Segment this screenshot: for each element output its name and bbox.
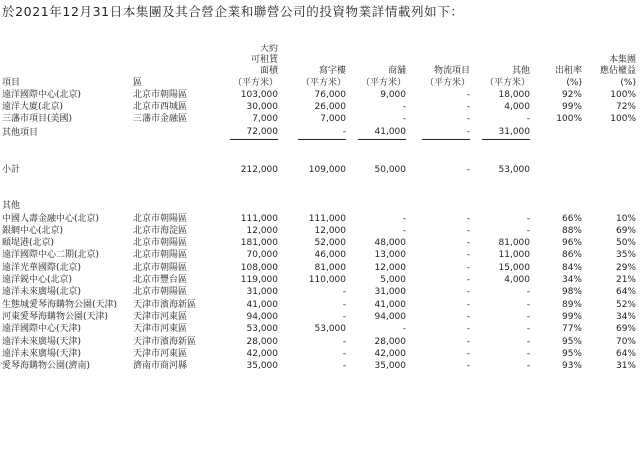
cell-gfa: 30,000 [246, 102, 278, 113]
header-other-unit: （平方米） [484, 77, 530, 88]
table-row [2, 262, 639, 274]
cell-district: 天津市河東區 [133, 324, 188, 335]
cell-interest: 69% [615, 324, 636, 335]
cell-other: - [526, 287, 530, 298]
header-retail-label: 商舗 [387, 66, 406, 77]
cell-name: 遠洋國際中心二期(北京) [2, 250, 100, 261]
header-row [2, 44, 639, 89]
subtotal-gfa: 212,000 [240, 165, 278, 175]
cell-office: 46,000 [314, 250, 346, 261]
cell-gfa: 108,000 [240, 262, 278, 273]
cell-gfa: 31,000 [246, 287, 278, 298]
cell-occ: 99% [561, 102, 582, 113]
header-gfa [211, 44, 281, 89]
cell-retail: 94,000 [374, 311, 406, 322]
cell-office: - [342, 287, 346, 298]
cell-occ: 86% [561, 250, 582, 261]
header-interest-line1: 本集團 [608, 55, 636, 66]
cell-retail: 48,000 [374, 238, 406, 249]
cell-retail: - [402, 102, 406, 113]
header-gfa-line3: 面積 [259, 66, 278, 77]
cell-office: 81,000 [314, 262, 346, 273]
cell-logistics: - [466, 102, 470, 113]
cell-gfa: 70,000 [246, 250, 278, 261]
subtotal-label: 小計 [2, 165, 21, 175]
header-occupancy-unit: (%) [566, 77, 582, 88]
cell-district: 天津市濱海新區 [133, 336, 197, 347]
cell-retail [349, 126, 409, 140]
cell-other: - [526, 225, 530, 236]
cell-logistics: - [466, 311, 470, 322]
cell-logistics: - [466, 299, 470, 310]
cell-other: - [526, 114, 530, 125]
intro-text: 於2021年12月31日本集團及其合營企業和聯營公司的投資物業詳情載列如下： [2, 4, 464, 19]
cell-district: 北京市豐台區 [133, 275, 188, 286]
cell-other: - [526, 336, 530, 347]
cell-office: - [342, 361, 346, 372]
cell-gfa: 103,000 [240, 89, 278, 100]
cell-name: 生態城愛琴海購物公園(天津) [2, 299, 118, 310]
cell-occ: 84% [561, 262, 582, 273]
cell-other: 4,000 [504, 102, 530, 113]
cell-logistics: - [466, 114, 470, 125]
cell-logistics: - [466, 324, 470, 335]
cell-gfa: 35,000 [246, 361, 278, 372]
cell-name: 愛琴海購物公園(濟南) [2, 361, 91, 372]
header-interest-unit: (%) [620, 77, 636, 88]
cell-name: 遠洋未來廣場(北京) [2, 287, 82, 298]
cell-district: 北京市朝陽區 [133, 213, 188, 224]
header-logistics-unit: （平方米） [424, 77, 470, 88]
header-interest-line2: 應佔權益 [599, 66, 636, 77]
subtotal-office: 109,000 [308, 165, 346, 175]
cell-office: 52,000 [314, 238, 346, 249]
cell-retail: 35,000 [374, 361, 406, 372]
cell-district: 天津市濱海新區 [133, 299, 197, 310]
cell-district [133, 126, 211, 140]
cell-district: 天津市河東區 [133, 348, 188, 359]
header-gfa-unit: （平方米） [232, 77, 278, 88]
cell-occ: 98% [561, 287, 582, 298]
cell-logistics: - [466, 89, 470, 100]
cell-other: 4,000 [504, 275, 530, 286]
header-logistics-label: 物流項目 [433, 66, 470, 77]
cell-other: - [526, 348, 530, 359]
cell-other: - [526, 299, 530, 310]
cell-gfa: 94,000 [246, 311, 278, 322]
cell-name: 遠洋國際中心(天津) [2, 324, 82, 335]
others-heading: 其他 [2, 201, 21, 212]
subtotal-retail: 50,000 [374, 165, 406, 175]
header-office [281, 44, 349, 89]
cell-district: 北京市朝陽區 [133, 250, 188, 261]
cell-interest: 100% [610, 114, 636, 125]
others-heading-row [2, 200, 639, 212]
cell-interest: 70% [615, 336, 636, 347]
cell-occ: 93% [561, 361, 582, 372]
cell-other: 81,000 [498, 238, 530, 249]
table-row [2, 101, 639, 113]
cell-district: 北京市海淀區 [133, 225, 188, 236]
header-office-unit: （平方米） [300, 77, 346, 88]
cell-gfa: 53,000 [246, 324, 278, 335]
cell-name: 遠洋大廈(北京) [2, 102, 64, 113]
cell-name: 遠洋國際中心(北京) [2, 89, 82, 100]
header-project: 項目 [2, 77, 21, 88]
header-interest [585, 44, 639, 89]
cell-logistics: - [466, 250, 470, 261]
cell-other: 15,000 [498, 262, 530, 273]
cell-occ: 96% [561, 238, 582, 249]
cell-interest: 52% [615, 299, 636, 310]
cell-interest: 35% [615, 250, 636, 261]
table-row [2, 126, 639, 140]
cell-name: 河東愛琴海購物公園(天津) [2, 311, 109, 322]
cell-occ: 88% [561, 225, 582, 236]
cell-district: 北京市朝陽區 [133, 238, 188, 249]
table-row [2, 113, 639, 125]
cell-logistics: - [466, 225, 470, 236]
cell-gfa [211, 126, 281, 140]
header-retail [349, 44, 409, 89]
cell-interest [585, 126, 639, 140]
section-subtotal [2, 140, 639, 213]
header-district: 區 [133, 77, 143, 88]
cell-logistics: - [466, 275, 470, 286]
cell-occ: 34% [561, 275, 582, 286]
cell-interest: 100% [610, 89, 636, 100]
cell-gfa: 119,000 [240, 275, 278, 286]
cell-logistics: - [466, 238, 470, 249]
cell-other: - [526, 311, 530, 322]
table-row [2, 274, 639, 286]
header-logistics [409, 44, 473, 89]
cell-gfa: 28,000 [246, 336, 278, 347]
cell-occ: 92% [561, 89, 582, 100]
cell-occ: 77% [561, 324, 582, 335]
table-row [2, 286, 639, 298]
cell-retail: 5,000 [380, 275, 406, 286]
cell-name: 遠洋未來廣場(天津) [2, 336, 82, 347]
cell-name: 遠洋未來廣場(天津) [2, 348, 82, 359]
cell-office: 12,000 [314, 225, 346, 236]
property-table [2, 44, 639, 372]
cell-interest: 31% [615, 361, 636, 372]
cell-interest: 69% [615, 225, 636, 236]
cell-district: 北京市朝陽區 [133, 287, 188, 298]
cell-retail: - [402, 213, 406, 224]
header-retail-unit: （平方米） [360, 77, 406, 88]
cell-office: 76,000 [314, 89, 346, 100]
cell-retail: 41,000 [374, 299, 406, 310]
cell-district: 三藩市金融區 [133, 114, 188, 125]
cell-district: 北京市朝陽區 [133, 89, 188, 100]
cell-logistics-value: - [422, 126, 470, 140]
header-gfa-line2: 可租賃 [250, 55, 278, 66]
cell-occ: 95% [561, 348, 582, 359]
cell-logistics: - [466, 262, 470, 273]
cell-other: 18,000 [498, 89, 530, 100]
cell-gfa: 41,000 [246, 299, 278, 310]
cell-gfa: 181,000 [240, 238, 278, 249]
cell-office: - [342, 336, 346, 347]
table-row [2, 299, 639, 311]
cell-logistics: - [466, 213, 470, 224]
cell-office: - [342, 311, 346, 322]
cell-retail-value: 41,000 [358, 126, 406, 140]
table-row [2, 348, 639, 360]
cell-other: - [526, 213, 530, 224]
cell-office-value: - [298, 126, 346, 140]
table-row [2, 323, 639, 335]
cell-office: 111,000 [308, 213, 346, 224]
subtotal-logistics: - [466, 165, 470, 175]
table-row [2, 237, 639, 249]
subtotal-row [2, 164, 639, 176]
header-occupancy [533, 44, 585, 89]
cell-retail: - [402, 114, 406, 125]
cell-logistics: - [466, 361, 470, 372]
cell-other: - [526, 361, 530, 372]
cell-retail: - [402, 324, 406, 335]
cell-retail: 9,000 [380, 89, 406, 100]
cell-occ [533, 126, 585, 140]
cell-office: - [342, 348, 346, 359]
header-other-label: 其他 [511, 66, 530, 77]
cell-name: 三藩市項目(美國) [2, 114, 73, 125]
cell-retail: - [402, 225, 406, 236]
cell-gfa: 42,000 [246, 348, 278, 359]
cell-office: 7,000 [320, 114, 346, 125]
cell-occ: 100% [556, 114, 582, 125]
table-row [2, 360, 639, 372]
subtotal-other: 53,000 [498, 165, 530, 175]
cell-district: 北京市朝陽區 [133, 262, 188, 273]
cell-district: 濟南市商河縣 [133, 361, 188, 372]
section-main [2, 89, 639, 140]
table-row [2, 311, 639, 323]
table-row [2, 213, 639, 225]
cell-logistics: - [466, 287, 470, 298]
cell-gfa-value: 72,000 [230, 126, 278, 140]
cell-office: 110,000 [308, 275, 346, 286]
cell-interest: 34% [615, 311, 636, 322]
cell-occ: 89% [561, 299, 582, 310]
cell-other: 11,000 [498, 250, 530, 261]
cell-district: 北京市西城區 [133, 102, 188, 113]
cell-interest: 72% [615, 102, 636, 113]
cell-name: 遠洋鋭中心(北京) [2, 275, 73, 286]
cell-interest: 21% [615, 275, 636, 286]
cell-name: 其他項目 [2, 127, 39, 138]
header-gfa-line1: 大約 [259, 44, 278, 54]
cell-retail: 13,000 [374, 250, 406, 261]
cell-gfa: 12,000 [246, 225, 278, 236]
table-row [2, 225, 639, 237]
cell-retail: 28,000 [374, 336, 406, 347]
cell-interest: 29% [615, 262, 636, 273]
cell-name: 頤堤港(北京) [2, 238, 55, 249]
cell-name: 遠洋光華國際(北京) [2, 262, 82, 273]
cell-gfa: 7,000 [252, 114, 278, 125]
cell-office [281, 126, 349, 140]
cell-district: 天津市河東區 [133, 311, 188, 322]
cell-office: 53,000 [314, 324, 346, 335]
cell-logistics: - [466, 348, 470, 359]
cell-office: 26,000 [314, 102, 346, 113]
cell-name: 銀網中心(北京) [2, 225, 64, 236]
cell-name: 中國人壽金融中心(北京) [2, 213, 100, 224]
cell-occ: 95% [561, 336, 582, 347]
cell-interest: 50% [615, 238, 636, 249]
cell-retail: 31,000 [374, 287, 406, 298]
header-occupancy-label: 出租率 [554, 66, 582, 77]
cell-other: - [526, 324, 530, 335]
cell-logistics: - [466, 336, 470, 347]
section-others [2, 213, 639, 373]
cell-logistics [409, 126, 473, 140]
cell-interest: 10% [615, 213, 636, 224]
cell-retail: 12,000 [374, 262, 406, 273]
cell-interest: 64% [615, 348, 636, 359]
cell-occ: 66% [561, 213, 582, 224]
cell-other-value: 31,000 [482, 126, 530, 140]
table-row [2, 89, 639, 101]
cell-retail: 42,000 [374, 348, 406, 359]
table-row [2, 249, 639, 261]
cell-occ: 99% [561, 311, 582, 322]
header-other [473, 44, 533, 89]
cell-gfa: 111,000 [240, 213, 278, 224]
cell-other [473, 126, 533, 140]
cell-office: - [342, 299, 346, 310]
header-office-label: 寫字樓 [318, 66, 346, 77]
table-row [2, 336, 639, 348]
cell-interest: 64% [615, 287, 636, 298]
